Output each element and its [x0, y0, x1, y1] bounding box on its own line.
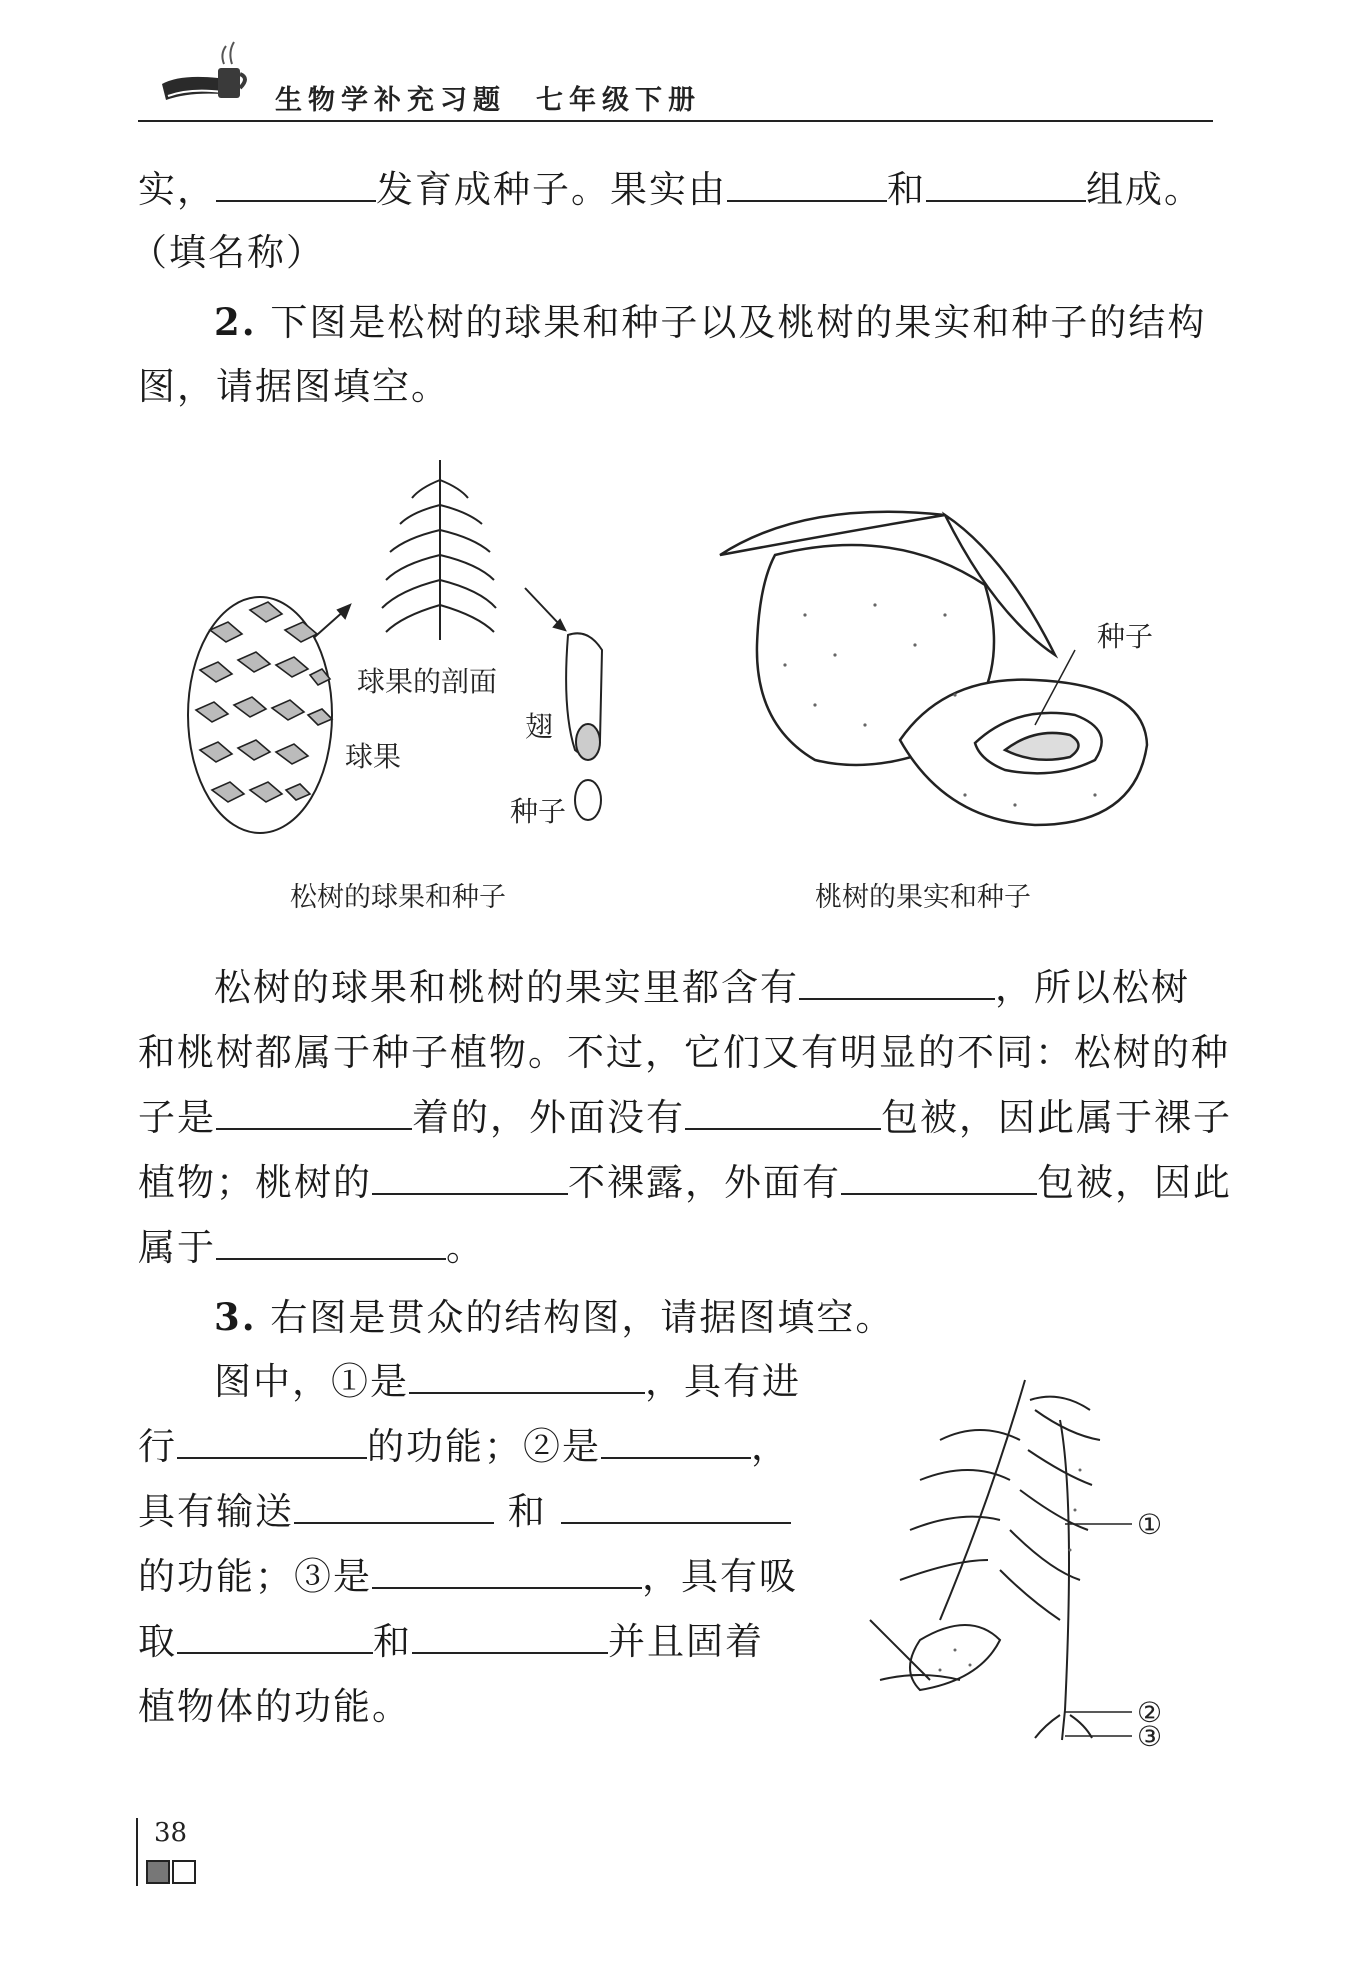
- fern-marker-1: ①: [1137, 1508, 1163, 1541]
- pine-figure-caption: 松树的球果和种子: [290, 882, 506, 913]
- q2-para-line-1: [138, 963, 1190, 1013]
- label-cone: 球果: [345, 740, 402, 773]
- text-fragment: ，所以松树: [995, 966, 1190, 1009]
- book-title: 生物学补充习题: [275, 85, 506, 116]
- q2-para-line-2: 和桃树都属于种子植物。不过，它们又有明显的不同：松树的种: [138, 1031, 1230, 1074]
- q3-line-5: [138, 1617, 764, 1667]
- text-fragment: 包被，因此: [1037, 1161, 1232, 1204]
- footer-squares-icon: [146, 1860, 198, 1884]
- peach-figure-caption: 桃树的果实和种子: [815, 882, 1031, 913]
- answer-blank[interactable]: [216, 1224, 446, 1260]
- text-fragment: 组成。: [1086, 168, 1203, 211]
- text-fragment: 具有输送: [138, 1490, 294, 1533]
- text-fragment: 发育成种子。果实由: [376, 168, 727, 211]
- text-fragment: 行: [138, 1425, 177, 1468]
- answer-blank[interactable]: [685, 1094, 881, 1130]
- text-fragment: ，具有吸: [642, 1555, 798, 1598]
- answer-blank[interactable]: [372, 1553, 642, 1589]
- text-fragment: 不裸露，外面有: [568, 1161, 841, 1204]
- q2-para-line-4: [138, 1158, 1232, 1208]
- pine-cone-illustration: [190, 460, 630, 840]
- text-fragment: ，: [751, 1425, 790, 1468]
- text-fragment: 和: [507, 1490, 547, 1533]
- books-and-cup-icon: [160, 38, 250, 110]
- text-fragment: 取: [138, 1620, 177, 1663]
- header-title: [275, 78, 701, 117]
- question-number: 2.: [214, 300, 257, 344]
- q1-line-2: （填名称）: [130, 231, 325, 274]
- answer-blank[interactable]: [177, 1423, 367, 1459]
- fern-illustration: [860, 1380, 1163, 1750]
- text-fragment: 子是: [138, 1096, 216, 1139]
- page-number: 38: [154, 1818, 188, 1848]
- label-cone-section: 球果的剖面: [357, 665, 498, 698]
- text-fragment: 的功能；③是: [138, 1555, 372, 1598]
- text-fragment: 着的，外面没有: [412, 1096, 685, 1139]
- q2-prompt-line-1: [138, 297, 1206, 348]
- footer-divider: [136, 1818, 138, 1886]
- answer-blank[interactable]: [841, 1159, 1037, 1195]
- answer-blank[interactable]: [727, 166, 887, 202]
- fern-marker-2: ②: [1137, 1696, 1163, 1729]
- q1-line-1: [138, 165, 1203, 215]
- text-fragment: 实，: [138, 168, 216, 211]
- q3-prompt: [138, 1292, 894, 1343]
- text-fragment: 并且固着: [608, 1620, 764, 1663]
- text-fragment: 。: [446, 1226, 485, 1269]
- text-fragment: 植物；桃树的: [138, 1161, 372, 1204]
- text-fragment: 的功能；②是: [367, 1425, 601, 1468]
- text-fragment: 右图是贯众的结构图，请据图填空。: [270, 1296, 895, 1339]
- text-fragment: 图中，①是: [214, 1360, 409, 1403]
- label-peach-seed: 种子: [1097, 620, 1154, 653]
- text-fragment: 和: [373, 1620, 412, 1663]
- q3-line-6: 植物体的功能。: [138, 1685, 411, 1728]
- q3-line-3: [138, 1487, 791, 1537]
- answer-blank[interactable]: [409, 1358, 645, 1394]
- text-fragment: 松树的球果和桃树的果实里都含有: [214, 966, 799, 1009]
- q3-line-1: [138, 1357, 801, 1407]
- q3-line-2: [138, 1422, 790, 1472]
- grade-label: 七年级下册: [536, 85, 701, 116]
- answer-blank[interactable]: [799, 964, 995, 1000]
- answer-blank[interactable]: [561, 1488, 791, 1524]
- label-wing: 翅: [525, 710, 554, 743]
- text-fragment: ，具有进: [645, 1360, 801, 1403]
- answer-blank[interactable]: [216, 1094, 412, 1130]
- q3-line-4: [138, 1552, 798, 1602]
- text-fragment: 包被，因此属于裸子: [881, 1096, 1232, 1139]
- peach-illustration: [715, 495, 1155, 835]
- answer-blank[interactable]: [412, 1618, 608, 1654]
- q2-prompt-line-2: 图，请据图填空。: [138, 365, 450, 408]
- answer-blank[interactable]: [216, 166, 376, 202]
- question-number: 3.: [214, 1295, 257, 1339]
- q2-para-line-3: [138, 1093, 1232, 1143]
- fern-marker-3: ③: [1137, 1720, 1163, 1753]
- header-divider: [138, 120, 1213, 122]
- label-pine-seed: 种子: [510, 795, 567, 828]
- text-fragment: 和: [887, 168, 926, 211]
- answer-blank[interactable]: [177, 1618, 373, 1654]
- q2-para-line-5: [138, 1223, 485, 1273]
- answer-blank[interactable]: [372, 1159, 568, 1195]
- answer-blank[interactable]: [926, 166, 1086, 202]
- text-fragment: 属于: [138, 1226, 216, 1269]
- answer-blank[interactable]: [601, 1423, 751, 1459]
- answer-blank[interactable]: [294, 1488, 494, 1524]
- text-fragment: 下图是松树的球果和种子以及桃树的果实和种子的结构: [270, 301, 1207, 344]
